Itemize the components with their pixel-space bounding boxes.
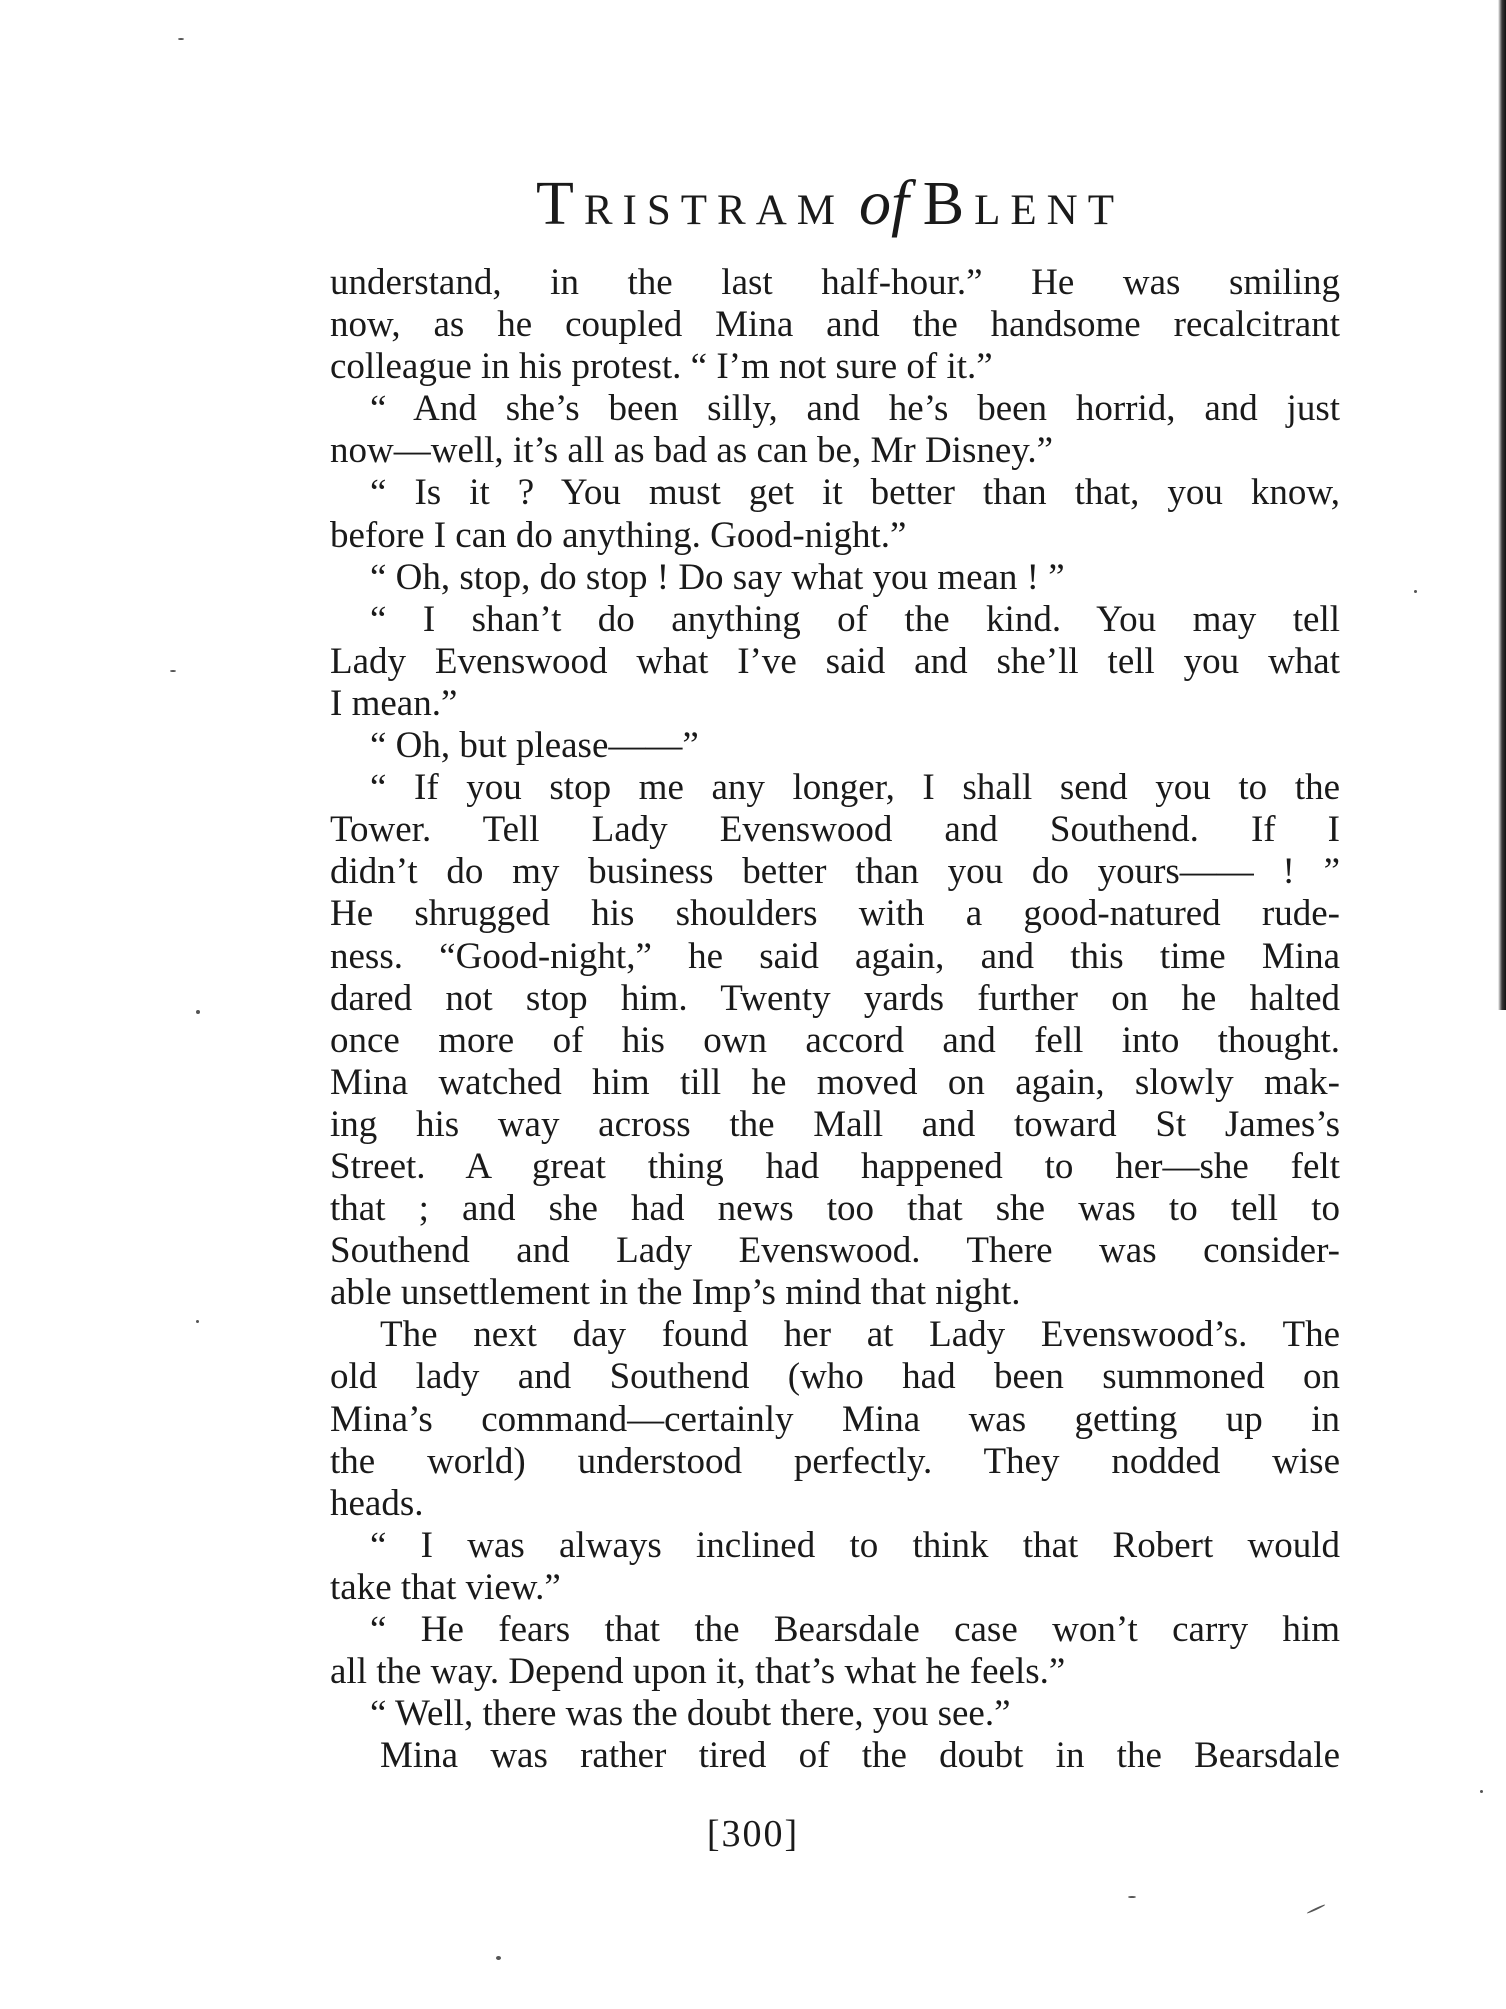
text-line: “ He fears that the Bearsdale case won’t carry him <box>370 1609 1340 1650</box>
text-line: Tower. Tell Lady Evenswood and Southend. If I <box>330 809 1340 851</box>
text-line: He shrugged his shoulders with a good-natured rude- <box>330 893 1340 935</box>
text-line: the world) understood perfectly. They nodded wise <box>330 1440 1340 1482</box>
text-line: understand, in the last half-hour.” He was smiling <box>330 262 1340 303</box>
text-line: Street. A great thing had happened to her—she felt <box>330 1145 1340 1187</box>
text-line: “ Oh, stop, do stop ! Do say what you mean ! ” <box>370 556 1065 598</box>
scan-speck <box>178 38 184 40</box>
text-line: now, as he coupled Mina and the handsome recalcitrant <box>330 304 1340 346</box>
binding-edge-shadow <box>1498 0 1506 1010</box>
text-line: Mina’s command—certainly Mina was getting up in <box>330 1398 1340 1440</box>
scan-speck <box>1128 1896 1136 1898</box>
scan-speck <box>1307 1904 1326 1914</box>
text-line: all the way. Depend upon it, that’s what he feels.” <box>330 1651 1066 1693</box>
text-line: Lady Evenswood what I’ve said and she’ll tell you what <box>330 640 1340 682</box>
running-head <box>330 168 1330 239</box>
text-line: able unsettlement in the Imp’s mind that night. <box>330 1272 1021 1314</box>
scan-speck <box>196 1320 199 1323</box>
text-line: “ Well, there was the doubt there, you see.” <box>370 1693 1011 1735</box>
text-line: Southend and Lady Evenswood. There was consider- <box>330 1230 1340 1272</box>
text-line: “ If you stop me any longer, I shall send you to the <box>370 767 1340 809</box>
page-number: [300] <box>706 1813 800 1855</box>
text-line: old lady and Southend (who had been summoned on <box>330 1356 1340 1398</box>
text-line: ing his way across the Mall and toward St James’s <box>330 1103 1340 1145</box>
text-line: didn’t do my business better than you do yours—— ! ” <box>330 851 1340 893</box>
scan-speck <box>196 1010 200 1014</box>
text-line: ness. “Good-night,” he said again, and this time Mina <box>330 935 1340 977</box>
scan-speck <box>1480 1790 1483 1793</box>
text-line: Mina was rather tired of the doubt in the Bearsdale <box>380 1735 1340 1777</box>
text-line: once more of his own accord and fell into thought. <box>330 1019 1340 1061</box>
text-line: dared not stop him. Twenty yards further on he halted <box>330 977 1340 1019</box>
text-line: heads. <box>330 1482 424 1524</box>
scan-speck <box>496 1956 501 1960</box>
text-line: “ Is it ? You must get it better than that, you know, <box>370 472 1340 514</box>
body-text <box>330 262 1340 1777</box>
text-line: I mean.” <box>330 682 458 724</box>
text-line: that ; and she had news too that she was to tell to <box>330 1188 1340 1230</box>
text-line: colleague in his protest. “ I’m not sure of it.” <box>330 346 993 388</box>
text-line: before I can do anything. Good-night.” <box>330 514 907 556</box>
text-line: now—well, it’s all as bad as can be, Mr Disney.” <box>330 430 1054 472</box>
running-head-title-of: of <box>859 167 909 238</box>
text-line: take that view.” <box>330 1566 561 1608</box>
scan-speck <box>170 670 176 672</box>
running-head-title-part1: Tristram <box>535 170 846 238</box>
text-line: “ Oh, but please——” <box>370 725 699 767</box>
text-line: The next day found her at Lady Evenswood’s. The <box>380 1314 1340 1356</box>
text-line: “ And she’s been silly, and he’s been horrid, and just <box>370 388 1340 430</box>
text-line: “ I shan’t do anything of the kind. You may tell <box>370 598 1340 640</box>
text-line: “ I was always inclined to think that Robert would <box>370 1524 1340 1566</box>
text-line: Mina watched him till he moved on again, slowly mak- <box>330 1061 1340 1103</box>
scan-speck <box>1414 590 1417 593</box>
running-head-title-part3: Blent <box>922 170 1125 238</box>
